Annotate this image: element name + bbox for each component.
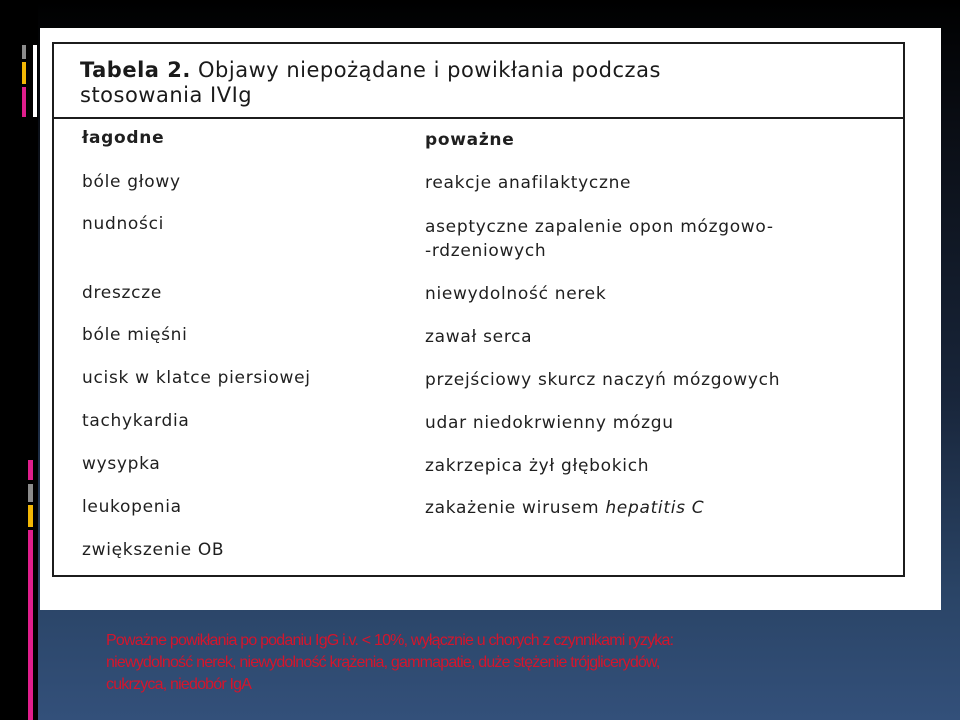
caption-line-3: cukrzyca, niedobór IgA — [106, 676, 252, 693]
mild-item: dreszcze — [82, 283, 162, 303]
mild-item: bóle głowy — [82, 172, 181, 192]
mild-item: ucisk w klatce piersiowej — [82, 368, 311, 388]
serious-item: udar niedokrwienny mózgu — [425, 413, 674, 433]
serious-item-continuation: -rdzeniowych — [425, 241, 547, 261]
accent-bar-gray-1 — [28, 484, 33, 502]
slide-caption — [106, 630, 866, 696]
serious-item-text: zakażenie wirusem — [425, 498, 600, 518]
mild-item: tachykardia — [82, 411, 190, 431]
table-title — [80, 58, 661, 82]
column-header-mild: łagodne — [82, 128, 165, 148]
serious-item: przejściowy skurcz naczyń mózgowych — [425, 370, 781, 390]
serious-item: zawał serca — [425, 327, 533, 347]
serious-item: reakcje anafilaktyczne — [425, 173, 632, 193]
table-title-number: Tabela 2. — [80, 58, 191, 82]
mild-item: nudności — [82, 214, 165, 234]
mild-item: leukopenia — [82, 497, 182, 517]
accent-bar-yellow-top — [22, 62, 26, 84]
accent-bar-pink-1 — [28, 460, 33, 480]
column-header-serious: poważne — [425, 130, 515, 150]
serious-item-italic: hepatitis C — [605, 498, 705, 518]
serious-item: niewydolność nerek — [425, 284, 607, 304]
header-rule — [52, 117, 905, 119]
accent-bar-pink-2 — [28, 530, 33, 720]
mild-item: bóle mięśni — [82, 325, 188, 345]
serious-item: aseptyczne zapalenie opon mózgowo- — [425, 217, 774, 237]
caption-line-1: Poważne powikłania po podaniu IgG i.v. < 10%, wyłącznie u chorych z czynnikami ryzyka: — [106, 632, 674, 649]
mild-item: zwiększenie OB — [82, 540, 225, 560]
accent-bar-white-1 — [33, 45, 37, 117]
serious-item: zakrzepica żył głębokich — [425, 456, 650, 476]
accent-bar-yellow-1 — [28, 505, 33, 527]
caption-line-2: niewydolność nerek, niewydolność krążenia, gammapatie, duże stężenie trójglicerydów, — [106, 654, 660, 671]
table-title-text: Objawy niepożądane i powikłania podczas — [198, 58, 661, 82]
serious-item-hepatitis — [425, 498, 704, 518]
accent-bar-pink-top — [22, 87, 26, 117]
mild-item: wysypka — [82, 454, 161, 474]
table-title-line2: stosowania IVIg — [80, 83, 253, 107]
accent-bar-gray-top — [22, 45, 26, 59]
